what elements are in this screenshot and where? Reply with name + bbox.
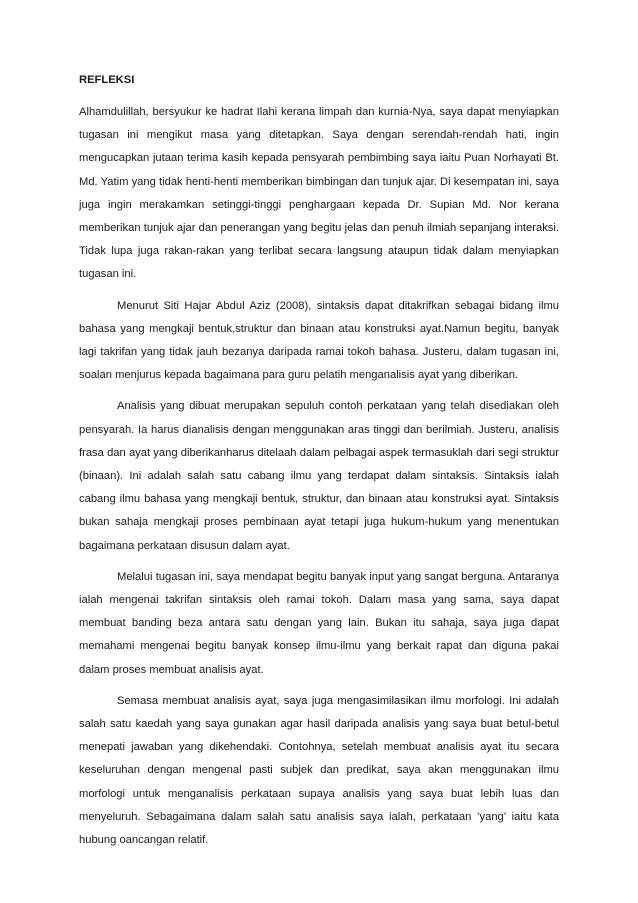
paragraph-acknowledgement: Alhamdulillah, bersyukur ke hadrat Ilahi kerana limpah dan kurnia-Nya, saya dapat menyiapkan tugasan ini mengikut masa yang ditetapkan. Saya dengan serendah-rendah hati, ingin mengucapkan jutaan terima kasih kepada pensyarah pembimbing saya iaitu Puan Norhayati Bt. Md. Yatim yang tidak henti-henti memberikan bimbingan dan tunjuk ajar. Di kesempatan ini, saya juga ingin merakamkan setinggi-tinggi penghargaan kepada Dr. Supian Md. Nor kerana memberikan tunjuk ajar dan penerangan yang begitu jelas dan penuh ilmiah sepanjang interaksi. Tidak lupa juga rakan-rakan yang terlibat secara langsung ataupun tidak dalam menyiapkan tugasan ini. xyxy=(79,106,559,281)
paragraph-morphology: Semasa membuat analisis ayat, saya juga mengasimilasikan ilmu morfologi. Ini adalah salah satu kaedah yang saya gunakan agar hasil daripada analisis yang saya buat betul-betul menepati jawaban yang dikehendaki. Contohnya, setelah membuat analisis ayat itu secara keseluruhan dengan mengenal pasti subjek dan predikat, saya akan menggunakan ilmu morfologi untuk menganalisis perkataan supaya analisis yang saya buat lebih luas dan menyeluruh. Sebagaimana dalam salah satu analisis saya ialah, perkataan ’yang’ iaitu kata hubung oancangan relatif. xyxy=(79,694,559,847)
paragraph-analysis: Analisis yang dibuat merupakan sepuluh contoh perkataan yang telah disediakan oleh pensyarah. Ia harus dianalisis dengan menggunakan aras tinggi dan berilmiah. Justeru, analisis frasa dan ayat yang diberikanharus ditelaah dalam pelbagai aspek termasuklah dari segi struktur (binaan). Ini adalah salah satu cabang ilmu yang terdapat dalam sintaksis. Sintaksis ialah cabang ilmu bahasa yang mengkaji bentuk, struktur, dan binaan atau konstruksi ayat. Sintaksis bukan sahaja mengkaji proses pembinaan ayat tetapi juga hukum-hukum yang menentukan bagaimana perkataan disusun dalam ayat. xyxy=(79,400,559,552)
paragraph-definition: Menurut Siti Hajar Abdul Aziz (2008), sintaksis dapat ditakrifkan sebagai bidang ilmu bahasa yang mengkaji bentuk,struktur dan binaan atau konstruksi ayat.Namun begitu, banyak lagi takrifan yang tidak jauh bezanya daripada ramai tokoh bahasa. Justeru, dalam tugasan ini, soalan menjurus kepada bagaimana para guru pelatih menganalisis ayat yang diberikan. xyxy=(79,299,559,382)
page-title: REFLEKSI xyxy=(79,74,135,86)
paragraph-input: Melalui tugasan ini, saya mendapat begitu banyak input yang sangat berguna. Antaranya ialah mengenai takrifan sintaksis oleh ramai tokoh. Dalam masa yang sama, saya dapat membuat banding beza antara satu dengan yang lain. Bukan itu sahaja, saya juga dapat memahami mengenai begitu banyak konsep ilmu-ilmu yang berkait rapat dan diguna pakai dalam proses membuat analisis ayat. xyxy=(79,570,559,676)
document-body xyxy=(79,72,559,860)
